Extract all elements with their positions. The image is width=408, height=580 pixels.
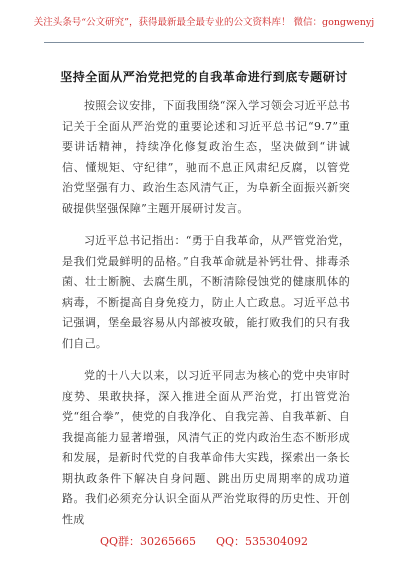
footer-contact [0, 533, 408, 549]
footer-qq-group: QQ群：30265665 [99, 535, 196, 548]
document-body [62, 96, 350, 542]
header-notice: 关注头条号“公文研究”，获得最新最全最专业的公文资料库！ 微信：gongwenyj [33, 17, 375, 28]
document-title: 坚持全面从严治党把党的自我革命进行到底专题研讨 [60, 70, 348, 84]
paragraph-history: 党的十八大以来，以习近平同志为核心的党中央审时度势、果敢抉择，深入推进全面从严治党，打出管党治党“组合拳”，使党的自我净化、自我完善、自我革新、自我提高能力显著增强，风清气正的党内政治生态不断形成和发展，是新时代党的自我革命伟大实践，探索出一条长期执政条件下解决自身问题、跳出历史周期率的成功道路。我们必须充分认识全面从严治党取得的历史性、开创性成 [62, 369, 350, 526]
header-divider [44, 42, 364, 43]
paragraph-intro: 按照会议安排，下面我围绕“深入学习领会习近平总书记关于全面从严治党的重要论述和习近平总书记“9.7”重要讲话精神，持续净化修复政治生态，坚决做到“讲诚信、懂规矩、守纪律”，驰而不息正风肃纪反腐，以管党治党坚强有力、政治生态风清气正，为阜新全面振兴新突破提供坚强保障”主题开展研讨发言。 [62, 99, 350, 215]
footer-qq: QQ：535304092 [216, 535, 309, 548]
paragraph-quote: 习近平总书记指出：“勇于自我革命，从严管党治党，是我们党最鲜明的品格。”自我革命就是补钙壮骨、排毒杀菌、壮士断腕、去腐生肌，不断清除侵蚀党的健康肌体的病毒，不断提高自身免疫力，防止人亡政息。习近平总书记强调，堡垒最容易从内部被攻破，能打败我们的只有我们自己。 [62, 234, 350, 350]
